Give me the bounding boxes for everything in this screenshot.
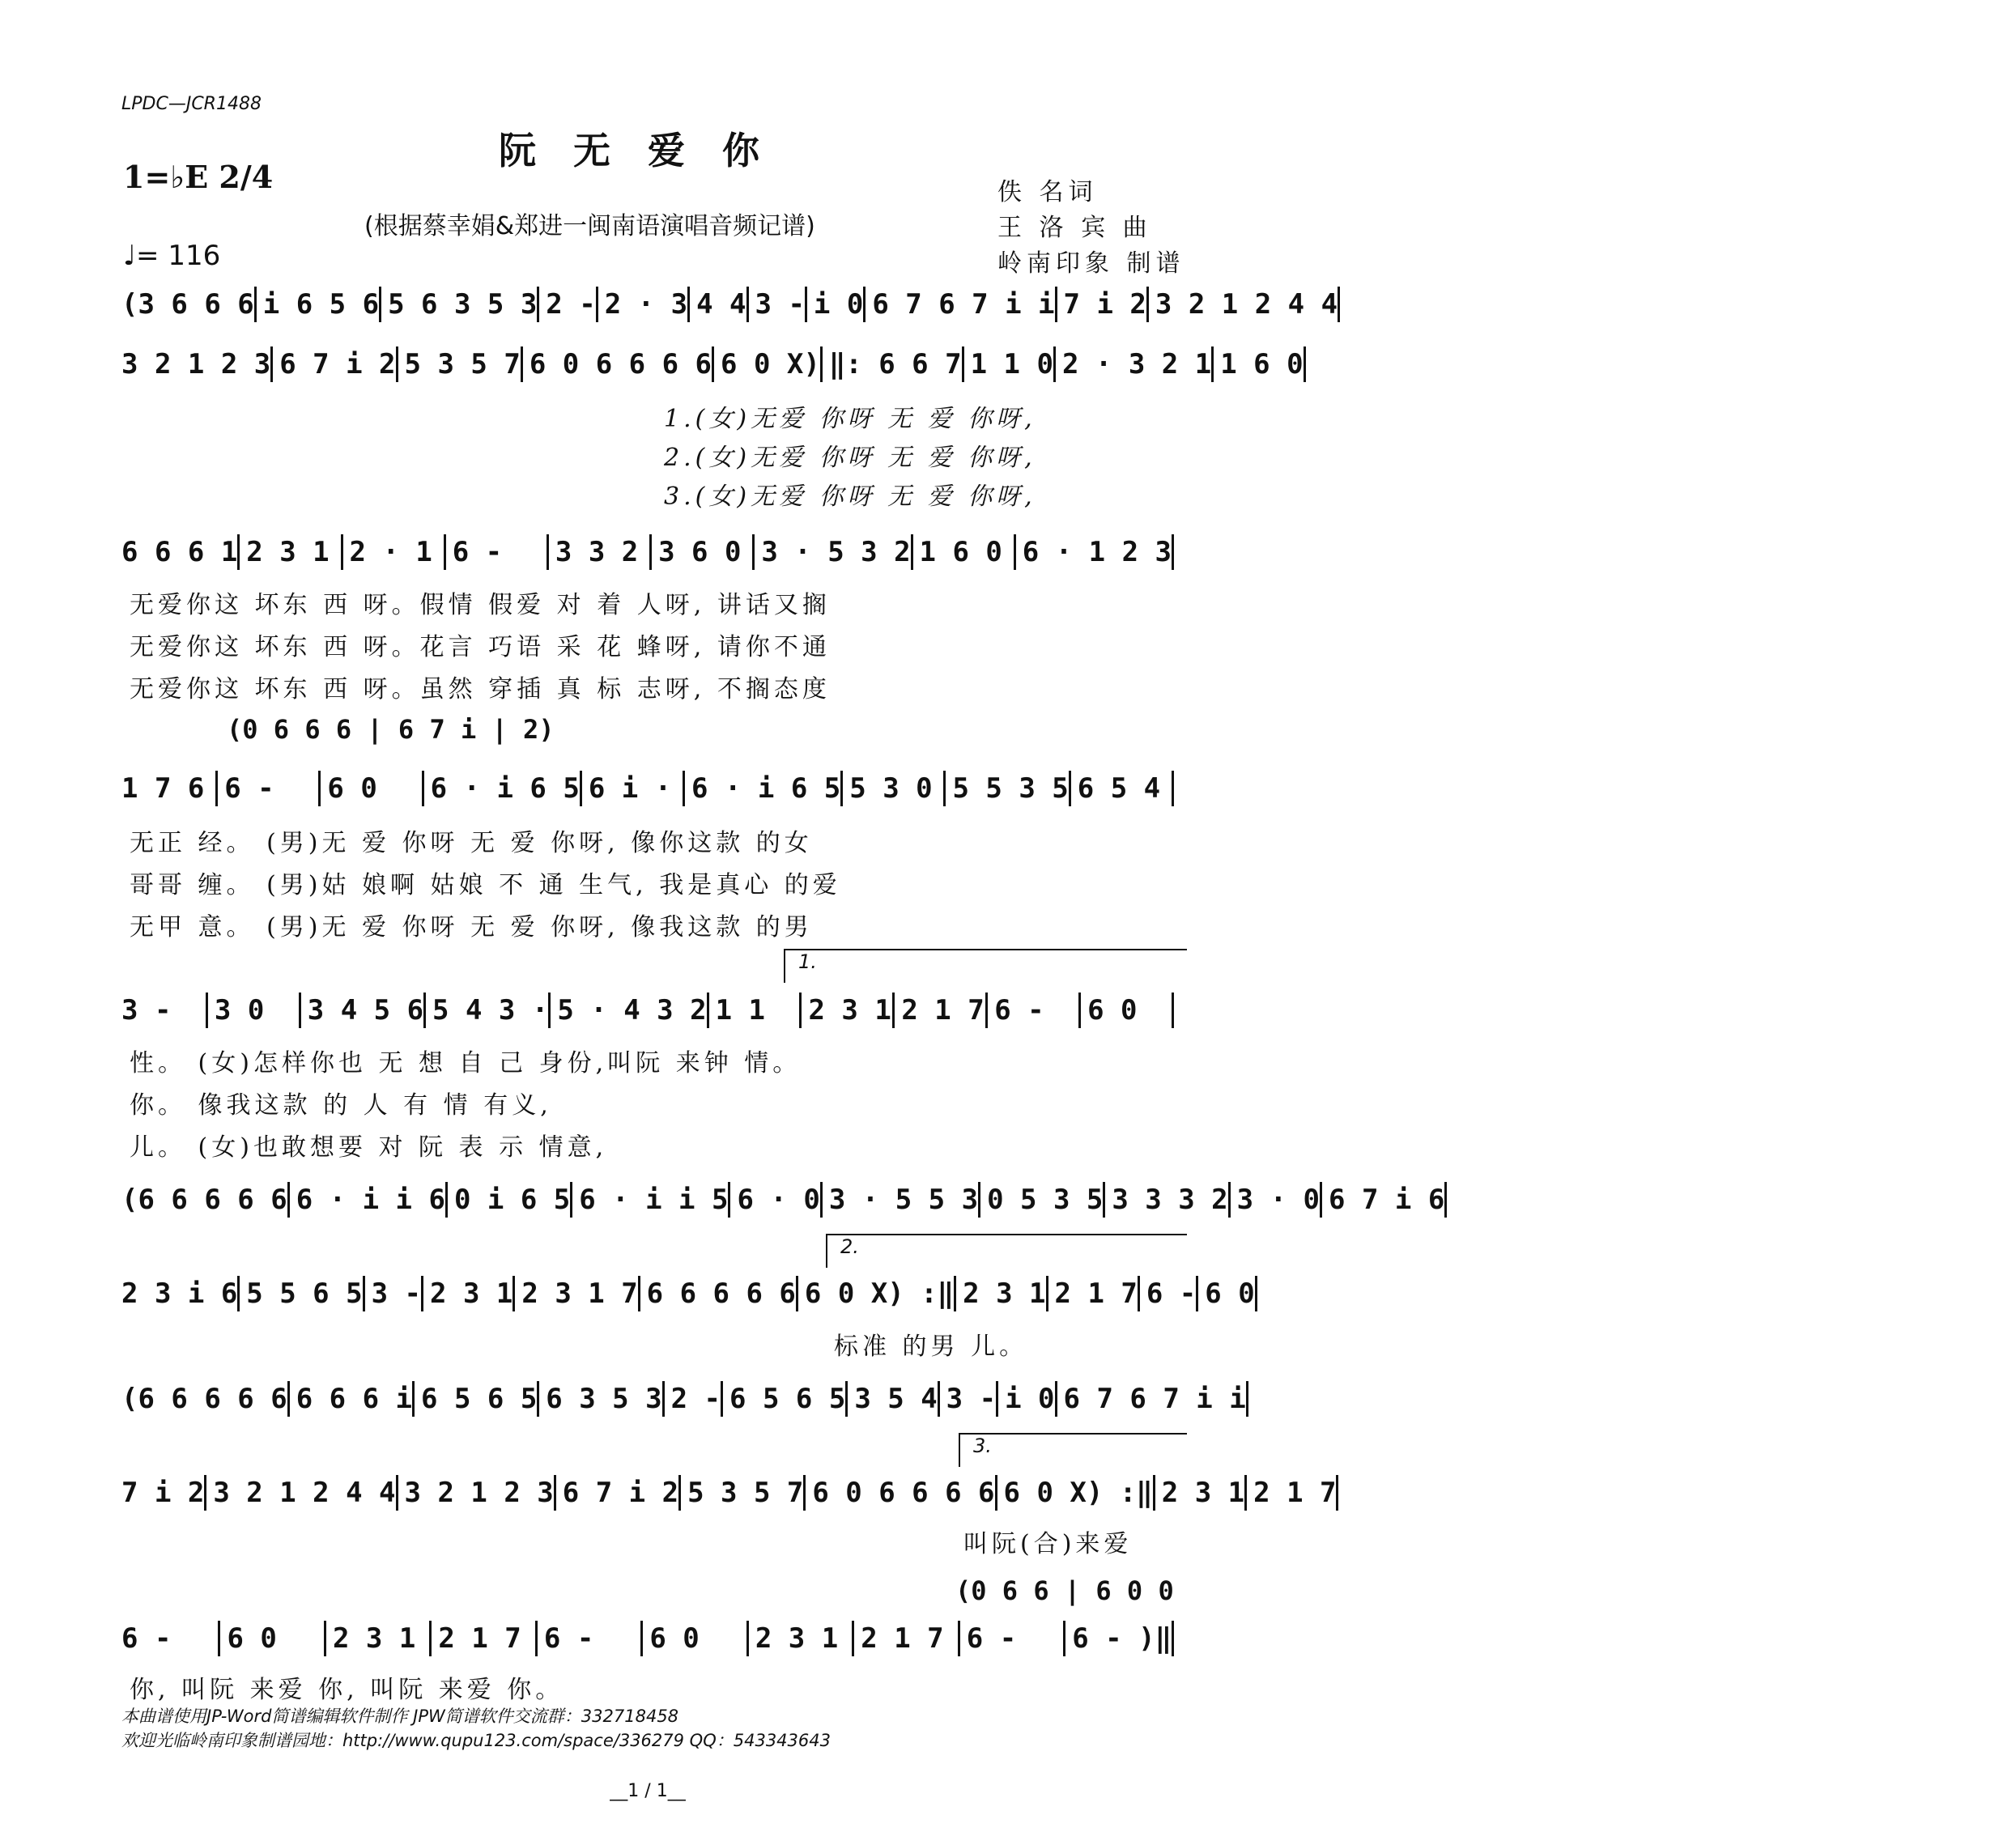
- measure: 2 -: [537, 287, 595, 322]
- measure: 6 0 X) :‖: [995, 1475, 1153, 1511]
- measure: 6 5 4: [1069, 771, 1174, 806]
- measure: 1 1 0: [962, 346, 1053, 382]
- lyric-line: 儿。 (女)也敢想要 对 阮 表 示 情意,: [130, 1133, 608, 1162]
- measure: 2 3 1: [954, 1276, 1045, 1311]
- score-row-6: [121, 1182, 1445, 1218]
- measure: 2 1 7: [892, 993, 985, 1028]
- lyric-line: 3.(女)无爱 你呀 无 爱 你呀,: [664, 482, 1036, 511]
- measure: 3 -: [363, 1276, 421, 1311]
- measure: 5 4 3 ·: [423, 993, 548, 1028]
- measure: 4 4: [687, 287, 746, 322]
- measure: 3 -: [938, 1381, 996, 1417]
- lyric-line: 无正 经。 (男)无 爱 你呀 无 爱 你呀, 像你这款 的女: [130, 829, 813, 857]
- lyric-line: 无爱你这 坏东 西 呀。虽然 穿插 真 标 志呀, 不搁态度: [130, 675, 831, 703]
- footer-site-note: 欢迎光临岭南印象制谱园地：http://www.qupu123.com/space/336279 QQ：543343643: [121, 1731, 831, 1750]
- score-row-3: [121, 534, 1174, 570]
- measure: 2 · 1: [341, 534, 444, 570]
- measure: 3 2 1 2 4 4: [204, 1475, 395, 1511]
- measure: 7 i 2: [1055, 287, 1146, 322]
- measure: 2 3 1: [746, 1621, 852, 1656]
- footer-software-note: 本曲谱使用JP-Word简谱编辑软件制作 JPW简谱软件交流群：332718458: [121, 1707, 679, 1726]
- score-row-2: [121, 346, 1304, 382]
- measure: 3 2 1 2 3: [121, 348, 271, 380]
- measure: 0 5 3 5: [978, 1182, 1103, 1218]
- score-row-9: [121, 1475, 1337, 1511]
- measure: 5 3 5 7: [396, 346, 521, 382]
- measure: 6 7 6 7 i i: [863, 287, 1054, 322]
- measure: 3 · 5 5 3: [820, 1182, 978, 1218]
- score-code: LPDC—JCR1488: [121, 94, 262, 114]
- measure: 3 · 5 3 2: [752, 534, 910, 570]
- measure: 6 · 1 2 3: [1014, 534, 1174, 570]
- score-row-8: [121, 1381, 1246, 1417]
- measure: 3 3 3 2: [1103, 1182, 1227, 1218]
- measure: 3 2 1 2 3: [396, 1475, 554, 1511]
- measure: 6 5 6 5: [412, 1381, 537, 1417]
- measure: 3 -: [746, 287, 805, 322]
- measure: 3 3 2: [547, 534, 649, 570]
- measure: 5 6 3 5 3: [379, 287, 537, 322]
- measure: 5 3 5 7: [678, 1475, 803, 1511]
- page-number: __1 / 1__: [610, 1781, 686, 1801]
- measure: 6 6 6 6 6: [638, 1276, 796, 1311]
- measure: 6 -: [535, 1621, 640, 1656]
- lyric-line: 标准 的男 儿。: [834, 1333, 1028, 1361]
- measure: 2 · 3 2 1: [1053, 346, 1211, 382]
- measure: 3 5 4: [845, 1381, 937, 1417]
- volta-2: 2.: [826, 1234, 1187, 1268]
- measure: 3 2 1 2 4 4: [1146, 287, 1340, 322]
- measure: 5 5 3 5: [943, 771, 1068, 806]
- song-title: 阮无爱你: [499, 129, 797, 172]
- coda-accompaniment: (0 6 6 | 6 0 0: [955, 1575, 1174, 1606]
- measure: 5 3 0: [840, 771, 943, 806]
- measure: 2 3 1: [324, 1621, 429, 1656]
- measure: 6 -: [958, 1621, 1063, 1656]
- lyric-line: 你, 叫阮 来爱 你, 叫阮 来爱 你。: [130, 1676, 564, 1704]
- measure: 6 i ·: [580, 771, 683, 806]
- measure: 0 i 6 5: [445, 1182, 570, 1218]
- measure: 6 0: [640, 1621, 746, 1656]
- measure: 1 6 0: [1211, 346, 1305, 382]
- measure: 6 7 i 2: [554, 1475, 678, 1511]
- measure: (3 6 6 6: [121, 288, 254, 321]
- measure: 6 0: [1078, 993, 1174, 1028]
- lyric-line: 性。 (女)怎样你也 无 想 自 己 身份,叫阮 来钟 情。: [130, 1049, 802, 1078]
- lyric-line: 2.(女)无爱 你呀 无 爱 你呀,: [664, 444, 1036, 472]
- measure: 3 0: [206, 993, 299, 1028]
- measure: 3 · 0: [1228, 1182, 1320, 1218]
- score-row-4: [121, 771, 1174, 806]
- measure: 2 3 1 7: [513, 1276, 637, 1311]
- score-row-10: [121, 1621, 1174, 1656]
- measure: 6 7 i 2: [270, 346, 395, 382]
- measure: (6 6 6 6 6: [121, 1383, 287, 1415]
- measure: 6 - )‖: [1063, 1621, 1174, 1656]
- measure: 6 -: [1138, 1276, 1196, 1311]
- tempo-marking: ♩= 116: [123, 240, 221, 272]
- measure: 1 1: [707, 993, 800, 1028]
- measure: 6 0: [1196, 1276, 1257, 1311]
- measure: 2 3 1: [421, 1276, 513, 1311]
- measure: 3 -: [121, 994, 172, 1027]
- interlude-notes: (0 6 6 6 | 6 7 i | 2): [227, 714, 555, 745]
- measure: 6 0: [318, 771, 421, 806]
- measure: 6 6 6 1: [121, 536, 238, 568]
- measure: 7 i 2: [121, 1477, 205, 1509]
- measure: 6 -: [215, 771, 318, 806]
- measure: 2 1 7: [1244, 1475, 1338, 1511]
- measure: i 6 5 6: [254, 287, 379, 322]
- measure: 5 5 6 5: [237, 1276, 362, 1311]
- measure: 2 1 7: [429, 1621, 534, 1656]
- measure: 2 1 7: [1046, 1276, 1138, 1311]
- measure: 2 3 1: [799, 993, 892, 1028]
- measure: 6 0 X): [712, 346, 820, 382]
- measure: 3 6 0: [649, 534, 752, 570]
- score-row-7: [121, 1276, 1255, 1311]
- measure: 6 0: [218, 1621, 323, 1656]
- measure: 1 7 6: [121, 772, 205, 805]
- measure: 6 · i 6 5: [683, 771, 840, 806]
- lyric-line: 1.(女)无爱 你呀 无 爱 你呀,: [664, 405, 1036, 433]
- measure: 2 3 i 6: [121, 1277, 238, 1310]
- measure: 2 1 7: [852, 1621, 957, 1656]
- measure: 2 -: [662, 1381, 721, 1417]
- measure: 3 4 5 6: [299, 993, 423, 1028]
- measure: 2 3 1: [1153, 1475, 1244, 1511]
- measure: (6 6 6 6 6: [121, 1184, 287, 1216]
- key-signature: 1=♭E 2/4: [123, 159, 274, 195]
- volta-3: 3.: [959, 1433, 1187, 1467]
- score-row-1: [121, 287, 1338, 322]
- lyric-line: 哥哥 缠。 (男)姑 娘啊 姑娘 不 通 生气, 我是真心 的爱: [130, 871, 841, 899]
- measure: 6 7 6 7 i i: [1055, 1381, 1248, 1417]
- measure: 6 -: [444, 534, 547, 570]
- measure: 6 5 6 5: [721, 1381, 845, 1417]
- measure: 6 7 i 6: [1320, 1182, 1447, 1218]
- lyric-line: 叫阮(合)来爱: [963, 1530, 1133, 1558]
- measure: ‖: 6 6 7: [820, 346, 962, 382]
- lyricist-credit: 佚 名词: [997, 178, 1098, 206]
- source-note: (根据蔡幸娟&郑进一闽南语演唱音频记谱): [364, 212, 815, 240]
- measure: 6 0 6 6 6 6: [803, 1475, 994, 1511]
- measure: 6 -: [985, 993, 1078, 1028]
- measure: 6 0 X) :‖: [796, 1276, 954, 1311]
- measure: 6 0 6 6 6 6: [521, 346, 712, 382]
- measure: 6 -: [121, 1622, 172, 1655]
- measure: 6 · i i 5: [570, 1182, 728, 1218]
- score-row-5: [121, 993, 1174, 1028]
- measure: 6 · 0: [728, 1182, 819, 1218]
- measure: 6 · i 6 5: [422, 771, 580, 806]
- lyric-line: 无爱你这 坏东 西 呀。假情 假爱 对 着 人呀, 讲话又搁: [130, 591, 831, 619]
- lyric-line: 无甲 意。 (男)无 爱 你呀 无 爱 你呀, 像我这款 的男: [130, 913, 813, 942]
- volta-1: 1.: [784, 949, 1187, 983]
- measure: 2 3 1: [237, 534, 340, 570]
- measure: i 0: [996, 1381, 1054, 1417]
- measure: 6 6 6 i: [287, 1381, 412, 1417]
- arranger-credit: 岭南印象 制谱: [997, 249, 1185, 278]
- measure: 5 · 4 3 2: [548, 993, 706, 1028]
- measure: i 0: [805, 287, 863, 322]
- measure: 1 6 0: [911, 534, 1014, 570]
- lyric-line: 你。 像我这款 的 人 有 情 有义,: [130, 1091, 552, 1120]
- composer-credit: 王 洛 宾 曲: [997, 214, 1152, 242]
- measure: 6 3 5 3: [537, 1381, 661, 1417]
- measure: 2 · 3: [596, 287, 687, 322]
- measure: 6 · i i 6: [287, 1182, 445, 1218]
- lyric-line: 无爱你这 坏东 西 呀。花言 巧语 采 花 蜂呀, 请你不通: [130, 633, 831, 661]
